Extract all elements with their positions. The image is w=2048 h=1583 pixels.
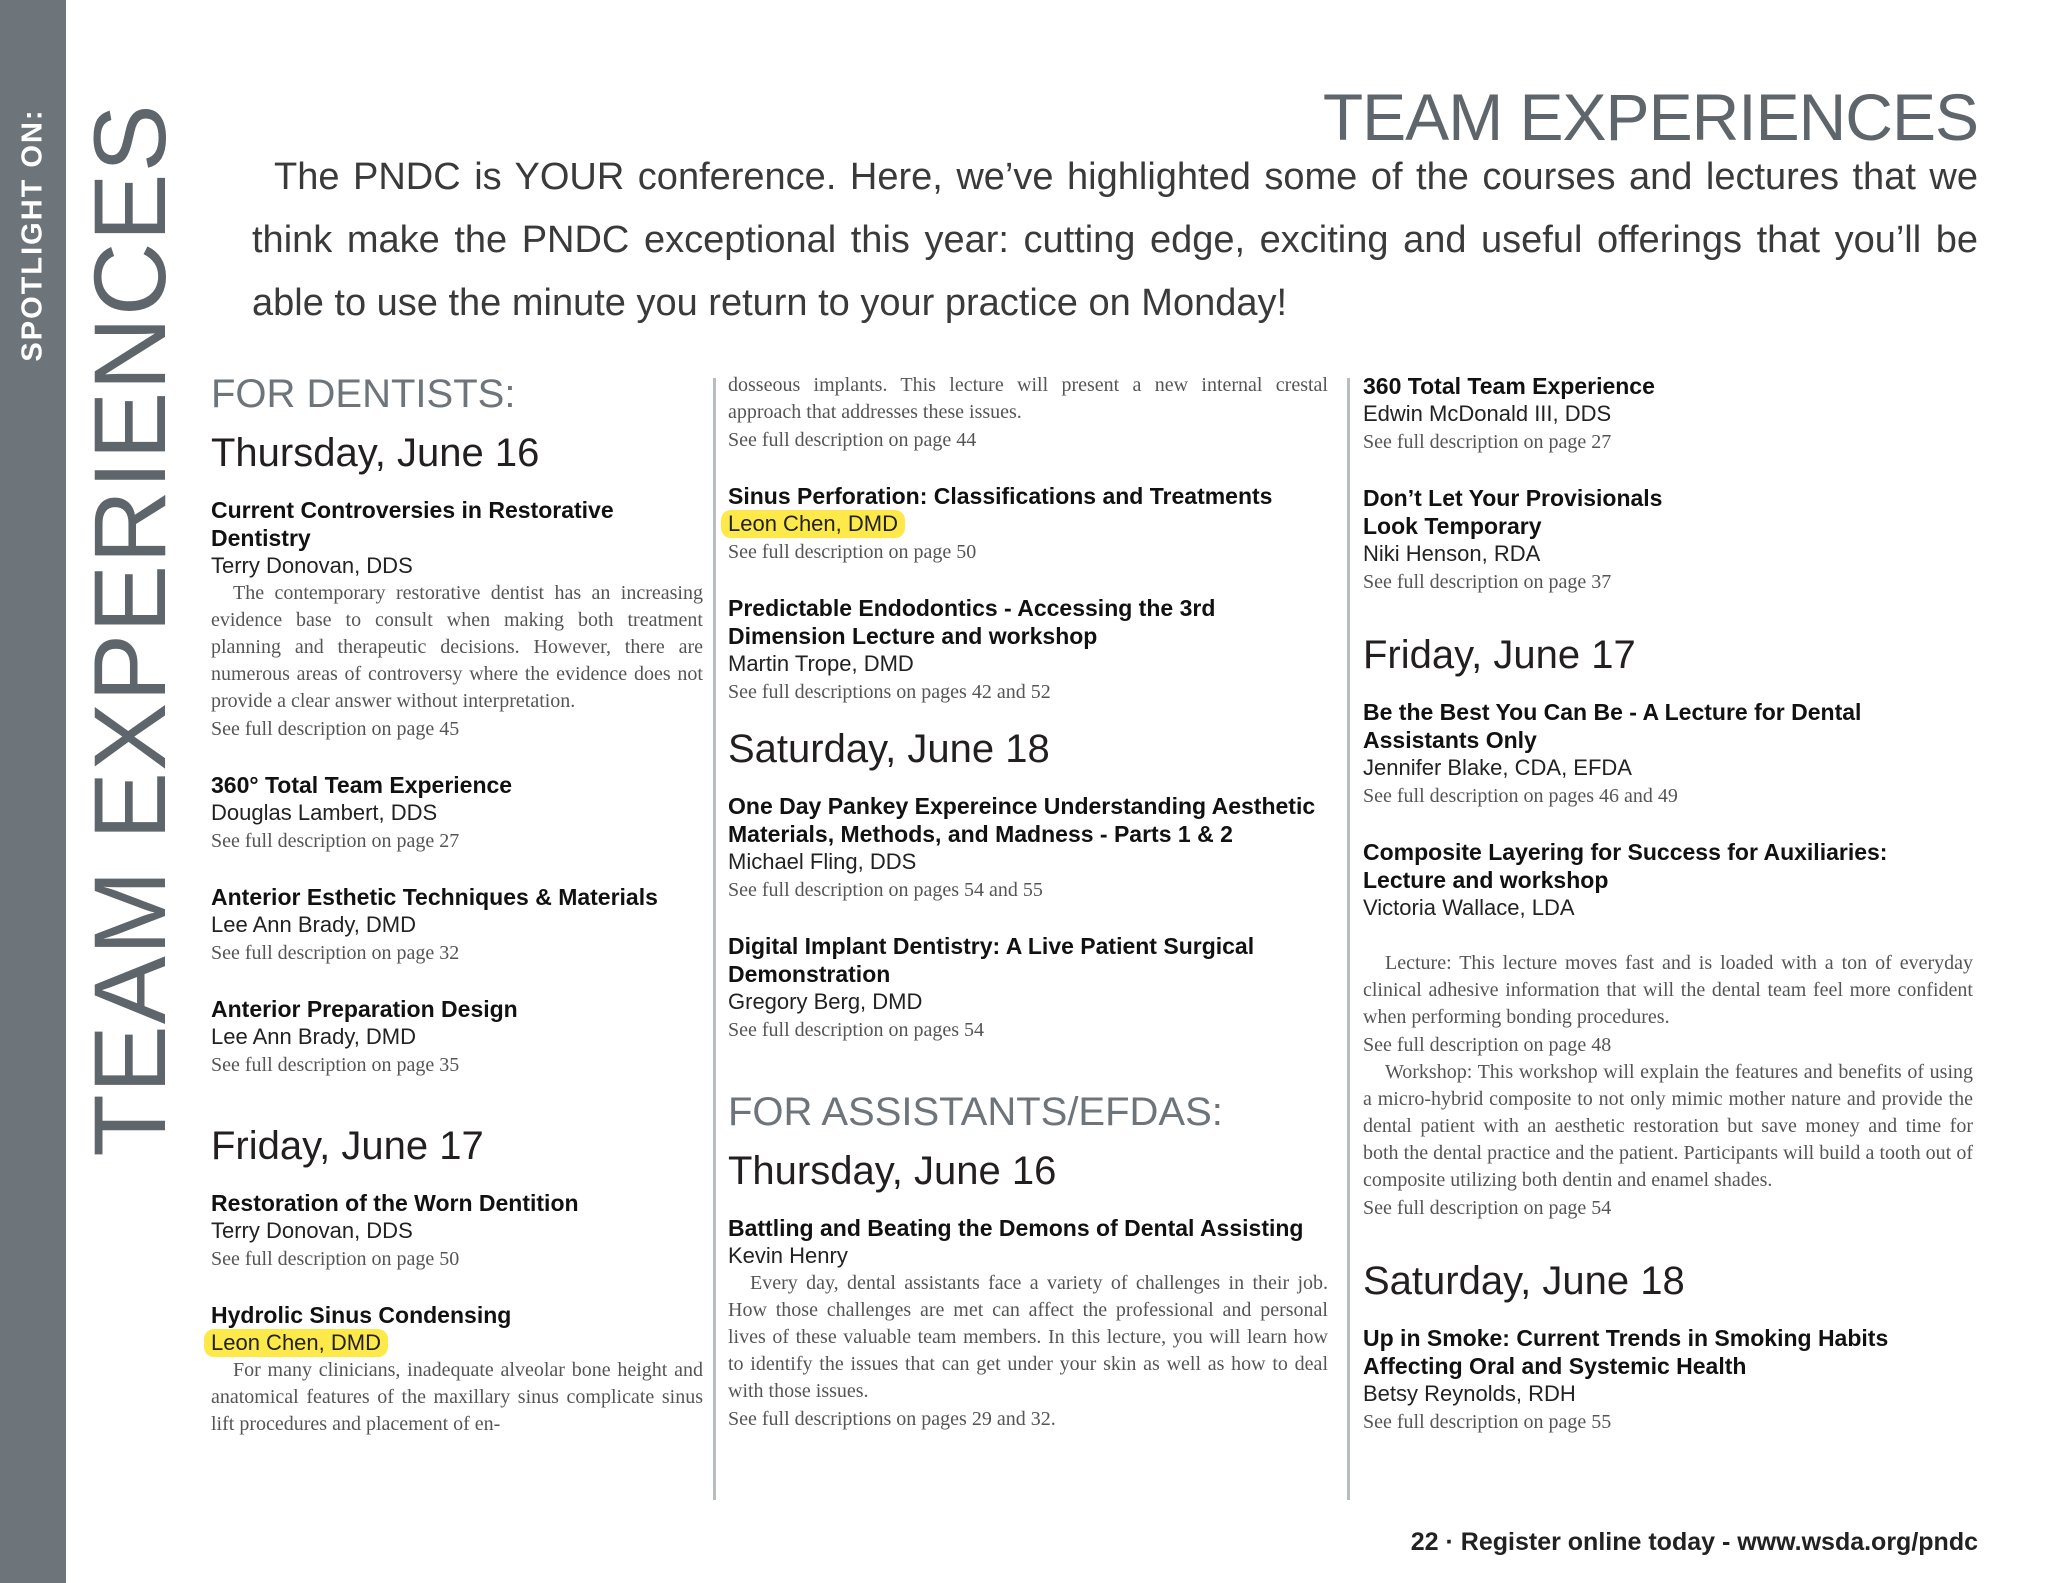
course-entry <box>1363 372 1973 456</box>
section-heading: FOR DENTISTS: <box>211 372 516 416</box>
page-reference: See full description on page 48 <box>1363 1034 1612 1056</box>
course-title: 360° Total Team Experience <box>211 772 513 798</box>
sidebar-label: SPOTLIGHT ON: <box>16 108 49 362</box>
course-title: Predictable Endodontics - Accessing the 3rd Dimension Lecture and workshop <box>728 595 1216 649</box>
speaker-name: Terry Donovan, DDS <box>211 553 413 578</box>
day-heading: Saturday, June 18 <box>1363 1259 1685 1303</box>
course-title: Hydrolic Sinus Condensing <box>211 1302 512 1328</box>
course-description-continued: dosseous implants. This lecture will present a new internal crestal approach that addresses these issues. <box>728 374 1328 423</box>
course-description: Lecture: This lecture moves fast and is loaded with a ton of everyday clinical adhesive information that will the dental team feel more confident when performing bonding procedures. <box>1363 952 1973 1028</box>
course-entry <box>728 594 1328 706</box>
highlighted-speaker-name: Leon Chen, DMD <box>204 1329 388 1357</box>
page-reference: See full description on pages 46 and 49 <box>1363 785 1678 807</box>
day-heading: Friday, June 17 <box>1363 633 1636 677</box>
course-title: Anterior Esthetic Techniques & Materials <box>211 884 658 910</box>
speaker-name: Martin Trope, DMD <box>728 651 914 676</box>
page-reference: See full description on pages 54 <box>728 1019 985 1041</box>
page-reference: See full descriptions on pages 42 and 52 <box>728 681 1051 703</box>
speaker-name: Lee Ann Brady, DMD <box>211 912 417 937</box>
speaker-name: Niki Henson, RDA <box>1363 541 1541 566</box>
course-entry <box>211 995 703 1079</box>
speaker-name: Jennifer Blake, CDA, EFDA <box>1363 755 1632 780</box>
column-divider <box>713 378 716 1500</box>
course-entry <box>1363 1324 1973 1436</box>
speaker-name: Betsy Reynolds, RDH <box>1363 1381 1576 1406</box>
speaker-name: Terry Donovan, DDS <box>211 1218 413 1243</box>
page-reference: See full description on page 27 <box>1363 431 1612 453</box>
column-1 <box>211 372 703 1438</box>
vertical-section-title: TEAM EXPERIENCES <box>73 103 187 1157</box>
column-divider <box>1347 378 1350 1500</box>
course-title: Be the Best You Can Be - A Lecture for Dental Assistants Only <box>1363 699 1862 753</box>
day-heading: Saturday, June 18 <box>728 727 1050 771</box>
course-entry <box>728 482 1328 566</box>
page-reference: See full description on page 32 <box>211 942 460 964</box>
speaker-name: Gregory Berg, DMD <box>728 989 923 1014</box>
page-reference: See full description on page 54 <box>1363 1197 1612 1219</box>
course-entry <box>211 771 703 855</box>
speaker-name: Kevin Henry <box>728 1243 848 1268</box>
highlighted-speaker-name: Leon Chen, DMD <box>721 510 905 538</box>
page-reference: See full description on page 55 <box>1363 1411 1612 1433</box>
day-heading: Friday, June 17 <box>211 1124 484 1168</box>
course-entry <box>728 932 1328 1044</box>
speaker-name: Victoria Wallace, LDA <box>1363 895 1575 920</box>
page-reference: See full description on page 27 <box>211 830 460 852</box>
sidebar-band <box>0 0 66 1583</box>
course-title: Battling and Beating the Demons of Dental Assisting <box>728 1215 1304 1241</box>
course-title: Composite Layering for Success for Auxiliaries: Lecture and workshop <box>1363 839 1888 893</box>
speaker-name: Michael Fling, DDS <box>728 849 917 874</box>
page-reference: See full description on page 50 <box>211 1248 460 1270</box>
course-entry <box>211 1301 703 1438</box>
course-title: Restoration of the Worn Dentition <box>211 1190 579 1216</box>
course-description: The contemporary restorative dentist has an increasing evidence base to consult when making both treatment planning and therapeutic decisions. However, there are numerous areas of controversy where the evidence does not provide a clear answer without interpretation. <box>211 582 703 712</box>
speaker-name: Lee Ann Brady, DMD <box>211 1024 417 1049</box>
course-title: Up in Smoke: Current Trends in Smoking Habits Affecting Oral and Systemic Health <box>1363 1325 1889 1379</box>
page-reference: See full description on page 45 <box>211 718 460 740</box>
speaker-name: Douglas Lambert, DDS <box>211 800 438 825</box>
page-reference: See full description on pages 54 and 55 <box>728 879 1043 901</box>
course-entry <box>1363 838 1973 1222</box>
column-3 <box>1363 372 1973 1436</box>
course-description: Every day, dental assistants face a variety of challenges in their job. How those challenges are met can affect the professional and personal lives of these valuable team members. In this lecture, you will learn how to identify the issues that can get under your skin as well as how to deal with those issues. <box>728 1272 1328 1402</box>
footer-register-link[interactable]: 22 · Register online today - www.wsda.org/pndc <box>1410 1528 1978 1556</box>
course-entry <box>1363 484 1693 596</box>
page-title: TEAM EXPERIENCES <box>1322 80 1978 154</box>
course-title: Current Controversies in Restorative Dentistry <box>211 497 614 551</box>
course-title: Anterior Preparation Design <box>211 996 518 1022</box>
course-entry <box>1363 698 1973 810</box>
course-entry <box>728 1214 1328 1433</box>
course-title: One Day Pankey Expereince Understanding Aesthetic Materials, Methods, and Madness - Parts 1 & 2 <box>728 793 1316 847</box>
course-title: Don’t Let Your Provisionals Look Temporary <box>1363 485 1663 539</box>
intro-paragraph: The PNDC is YOUR conference. Here, we’ve highlighted some of the courses and lectures that we think make the PNDC exceptional this year: cutting edge, exciting and useful offerings that you’ll be able to use the minute you return to your practice on Monday! <box>252 156 1978 324</box>
course-entry <box>211 1189 703 1273</box>
column-2 <box>728 372 1328 1433</box>
course-entry <box>728 792 1328 904</box>
speaker-name: Edwin McDonald III, DDS <box>1363 401 1612 426</box>
page-reference: See full description on page 50 <box>728 541 977 563</box>
course-title: Digital Implant Dentistry: A Live Patient Surgical Demonstration <box>728 933 1255 987</box>
page-reference: See full description on page 35 <box>211 1054 460 1076</box>
page-reference: See full descriptions on pages 29 and 32. <box>728 1408 1056 1430</box>
page-reference: See full description on page 44 <box>728 429 977 451</box>
day-heading: Thursday, June 16 <box>211 431 540 475</box>
course-title: Sinus Perforation: Classifications and Treatments <box>728 483 1273 509</box>
course-description: Workshop: This workshop will explain the features and benefits of using a micro-hybrid composite to not only mimic mother nature and provide the dental patient with an aesthetic restoration but save money and time for both the dental practice and the patient. Participants will build a tooth out of composite utilizing both dentin and enamel shades. <box>1363 1061 1973 1191</box>
day-heading: Thursday, June 16 <box>728 1149 1057 1193</box>
course-entry <box>211 496 703 743</box>
page-reference: See full description on page 37 <box>1363 571 1612 593</box>
section-heading: FOR ASSISTANTS/EFDAS: <box>728 1090 1223 1134</box>
course-entry <box>211 883 703 967</box>
course-title: 360 Total Team Experience <box>1363 373 1655 399</box>
course-description: For many clinicians, inadequate alveolar bone height and anatomical features of the maxillary sinus complicate sinus lift procedures and placement of en- <box>211 1359 703 1435</box>
